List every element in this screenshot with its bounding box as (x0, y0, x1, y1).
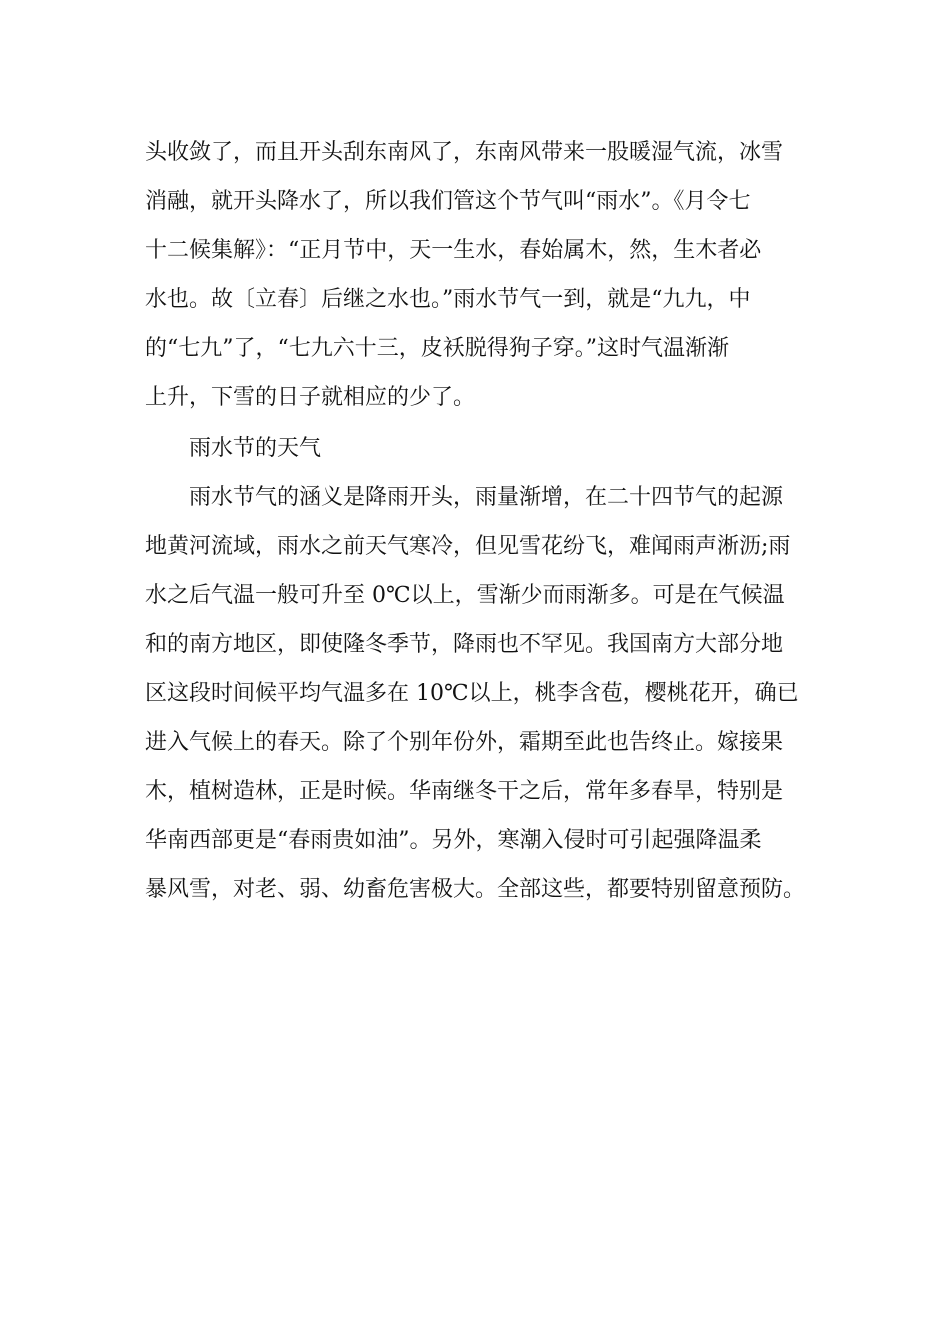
text-line: 地黄河流域，雨水之前天气寒冷，但见雪花纷飞，难闻雨声淅沥;雨 (145, 534, 791, 559)
text-line: 的“七九”了，“七九六十三，皮袄脱得狗子穿。”这时气温渐渐 (145, 336, 729, 361)
text-line: 雨水节气的涵义是降雨开头，雨量渐增，在二十四节气的起源 (189, 485, 784, 510)
text-line: 上升，下雪的日子就相应的少了。 (145, 385, 476, 410)
text-line: 木，植树造林，正是时候。华南继冬干之后，常年多春旱，特别是 (145, 779, 784, 804)
section (145, 424, 825, 914)
text-line: 十二候集解》：“正月节中，天一生水，春始属木，然，生木者必 (145, 238, 762, 263)
text-line: 暴风雪，对老、弱、幼畜危害极大。全部这些，都要特别留意预防。 (145, 877, 806, 902)
text-line: 头收敛了，而且开头刮东南风了，东南风带来一股暖湿气流，冰雪 (145, 140, 784, 165)
text-line: 进入气候上的春天。除了个别年份外，霜期至此也告终止。嫁接果 (145, 730, 784, 755)
section-heading: 雨水节的天气 (189, 436, 322, 461)
text-line: 水之后气温一般可升至 0℃以上，雪渐少而雨渐多。可是在气候温 (145, 583, 785, 608)
text-line: 和的南方地区，即使隆冬季节，降雨也不罕见。我国南方大部分地 (145, 632, 784, 657)
text-line: 消融，就开头降水了，所以我们管这个节气叫“雨水”。《月令七 (145, 189, 751, 214)
paragraph-continued (145, 128, 825, 422)
text-line: 区这段时间候平均气温多在 10℃以上，桃李含苞，樱桃花开，确已 (145, 681, 799, 706)
text-line: 华南西部更是“春雨贵如油”。另外，寒潮入侵时可引起强降温柔 (145, 828, 762, 853)
text-line: 水也。故〔立春〕后继之水也。”雨水节气一到，就是“九九，中 (145, 287, 751, 312)
